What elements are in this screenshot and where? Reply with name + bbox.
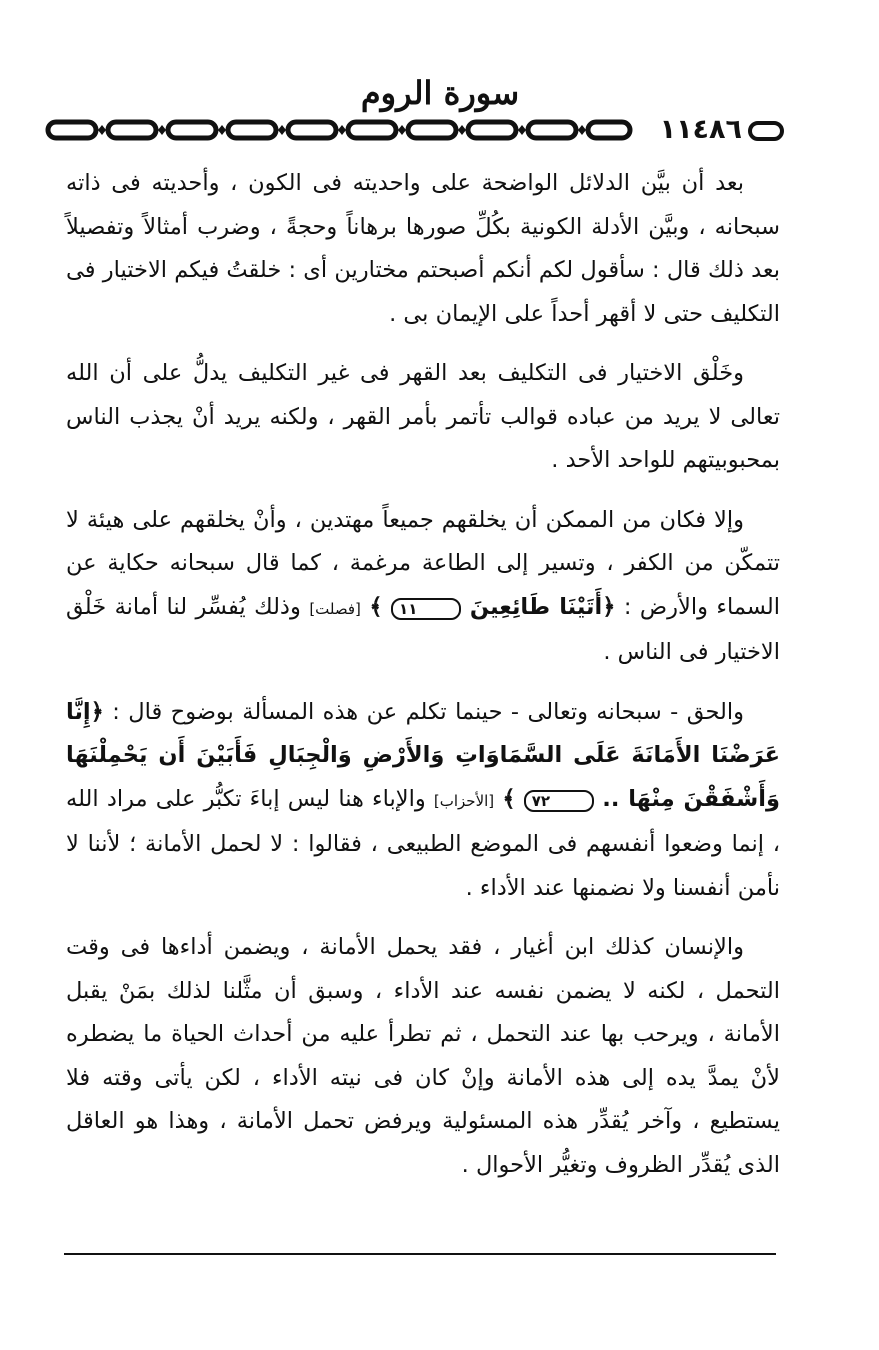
ornament-end-oval <box>748 121 784 141</box>
verse-open-bracket: ﴿ <box>602 593 616 620</box>
paragraph-2: وخَلْق الاختيار فى التكليف بعد القهر فى غير التكليف يدلُّ على أن الله تعالى لا يريد من عباده قوالب تأتمر بأمر القهر ، ولكنه يريد أنْ يجذب الناس بمحبوبيتهم للواحد الأحد . <box>66 360 780 473</box>
paragraph-4 <box>66 691 780 911</box>
verse-close-bracket: ﴾ <box>369 593 383 620</box>
verse-close-bracket: ﴾ <box>502 785 516 812</box>
surah-reference: [الأحزاب] <box>433 791 495 810</box>
quran-verse-ahzab: إِنَّا عَرَضْنَا الأَمَانَةَ عَلَى السَّمَاوَاتِ وَالأَرْضِ وَالْجِبَالِ فَأَبَيْنَ أَن يَحْمِلْنَهَا وَأَشْفَقْنَ مِنْهَا .. <box>66 698 780 812</box>
surah-title: سورة الروم <box>360 74 520 112</box>
paragraph-3 <box>66 499 780 675</box>
surah-reference: [فصلت] <box>309 599 361 618</box>
paragraph-4-text-after: والإباء هنا ليس إباءَ تكبُّر على مراد الله ، إنما وضعوا أنفسهم فى الموضع الطبيعى ، فقالوا : لا لحمل الأمانة ؛ لأننا لا نأمن أنفسنا ولا نضمنها عند الأداء . <box>66 785 780 901</box>
ayah-number-badge: ٧٢ <box>524 790 594 812</box>
quran-verse-fussilat: أَتَيْنَا طَائِعِينَ <box>469 593 603 620</box>
body-text <box>66 162 780 1203</box>
paragraph-1: بعد أن بيَّن الدلائل الواضحة على واحديته فى الكون ، وأحديته فى ذاته سبحانه ، وبيَّن الأدلة الكونية بكُلِّ صورها برهاناً وحجةً ، وضرب أمثالاً وتفصيلاً بعد ذلك قال : سأقول لكم أنكم أصبحتم مختارين أى : خلقتُ فيكم الاختيار فى التكليف حتى لا أقهر أحداً على الإيمان بى . <box>66 170 780 327</box>
ornamental-border <box>44 116 634 144</box>
paragraph-5: والإنسان كذلك ابن أغيار ، فقد يحمل الأمانة ، ويضمن أداءها فى وقت التحمل ، لكنه لا يضمن نفسه عند الأداء ، وسبق أن مثَّلنا لذلك بمَنْ يقبل الأمانة ، ويرحب بها عند التحمل ، ثم تطرأ عليه من أحداث الحياة ما يضطره لأنْ يمدَّ يده إلى هذه الأمانة وإنْ كان فى نيته الأداء ، لكن يأتى وقته فلا يستطيع ، وآخر يُقدِّر هذه المسئولية ويرفض تحمل الأمانة ، وهذا هو العاقل الذى يُقدِّر الظروف وتغيُّر الأحوال . <box>66 934 780 1178</box>
paragraph-3-text-after: وذلك يُفسِّر لنا أمانة خَلْق الاختيار فى الناس . <box>66 593 780 665</box>
ayah-number-badge: ١١ <box>391 598 461 620</box>
paragraph-3-text-before: وإلا فكان من الممكن أن يخلقهم جميعاً مهتدين ، وأنْ يخلقهم على هيئة لا تتمكّن من الكفر ، وتسير إلى الطاعة مرغمة ، كما قال سبحانه حكاية عن السماء والأرض : <box>66 506 781 620</box>
page-number-block <box>634 112 784 148</box>
page-number: ١١٤٨٦ <box>659 114 742 145</box>
verse-open-bracket: ﴿ <box>90 698 104 725</box>
paragraph-4-text-before: والحق - سبحانه وتعالى - حينما تكلم عن هذه المسألة بوضوح قال : <box>112 698 745 725</box>
footer-rule <box>64 1253 776 1255</box>
